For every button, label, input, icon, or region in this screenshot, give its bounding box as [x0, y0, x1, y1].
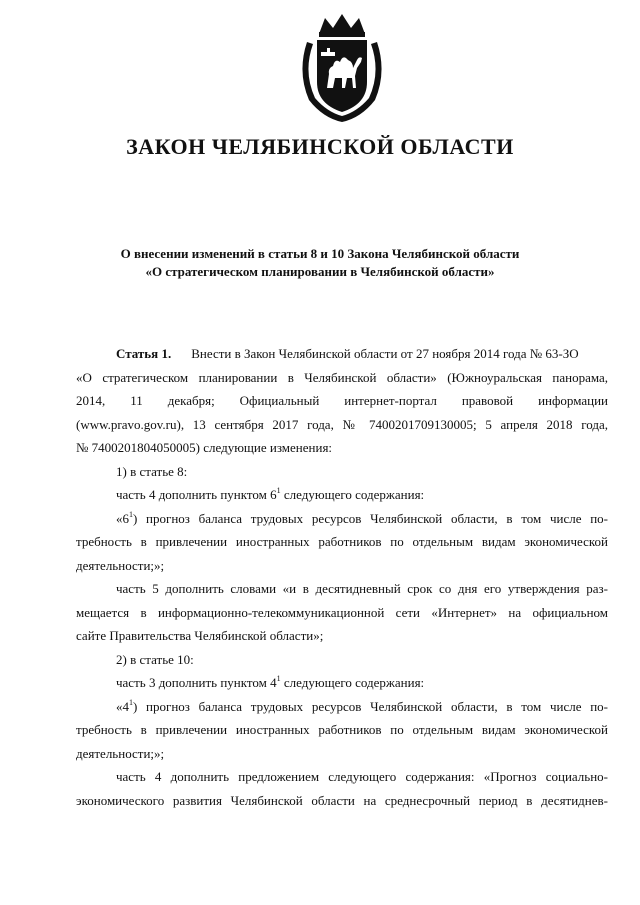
- paragraph-line: часть 5 дополнить словами «и в десятидневный срок со дня его утверждения раз-: [116, 581, 608, 596]
- text-fragment: ) прогноз баланса трудовых ресурсов Челябинской области, в том числе по-: [133, 510, 608, 526]
- superscript: 1: [129, 509, 133, 519]
- law-body: [76, 342, 608, 812]
- paragraph-line: «О стратегическом планировании в Челябинской области» (Южноуральская панорама,: [76, 369, 608, 385]
- paragraph-line: требность в привлечении иностранных работников по отдельным видам экономической: [76, 534, 608, 549]
- paragraph-line: Внести в Закон Челябинской области от 27 ноября 2014 года № 63-ЗО: [191, 346, 579, 361]
- text-fragment: ) прогноз баланса трудовых ресурсов Челябинской области, в том числе по-: [133, 698, 608, 714]
- paragraph-line: [103, 671, 608, 695]
- paragraph-line: 2014, 11 декабря; Официальный интернет-портал правовой информации: [76, 393, 608, 408]
- text-fragment: «4: [116, 698, 129, 714]
- paragraph-line: мещается в информационно-телекоммуникационной сети «Интернет» на официальном: [76, 604, 608, 620]
- list-item-2: 2) в статье 10:: [116, 651, 194, 667]
- text-fragment: следующего содержания:: [283, 487, 425, 502]
- paragraph-line: требность в привлечении иностранных работников по отдельным видам экономической: [76, 722, 608, 737]
- subtitle-line-1: О внесении изменений в статьи 8 и 10 Закона Челябинской области: [120, 246, 520, 261]
- article-label: Статья 1.: [116, 346, 172, 361]
- coat-of-arms-emblem: [295, 12, 389, 124]
- paragraph-line: экономического развития Челябинской области на среднесрочный период в десятиднев-: [76, 792, 608, 808]
- list-item-1: 1) в статье 8:: [116, 463, 188, 479]
- subtitle-line-2: «О стратегическом планировании в Челябинской области»: [145, 264, 495, 279]
- paragraph-line: [103, 695, 608, 719]
- paragraph-line: деятельности;»;: [76, 745, 165, 761]
- law-title: ЗАКОН ЧЕЛЯБИНСКОЙ ОБЛАСТИ: [126, 134, 514, 159]
- paragraph-line: [103, 507, 608, 531]
- paragraph-line: [103, 483, 608, 507]
- paragraph-line: сайте Правительства Челябинской области»;: [76, 628, 324, 643]
- article-first-line: [103, 342, 608, 366]
- paragraph-line: № 7400201804050005) следующие изменения:: [76, 440, 333, 455]
- superscript: 1: [276, 486, 281, 495]
- text-fragment: часть 4 дополнить пунктом 6: [116, 487, 277, 502]
- superscript: 1: [129, 697, 133, 707]
- paragraph-line: (www.pravo.gov.ru), 13 сентября 2017 года, № 7400201709130005; 5 апреля 2018 года,: [76, 416, 608, 432]
- paragraph-line: деятельности;»;: [76, 557, 165, 573]
- text-fragment: следующего содержания:: [283, 675, 425, 690]
- text-fragment: «6: [116, 510, 129, 526]
- text-fragment: часть 3 дополнить пунктом 4: [116, 675, 277, 690]
- law-subtitle: [60, 245, 580, 281]
- superscript: 1: [276, 674, 281, 683]
- paragraph-line: часть 4 дополнить предложением следующего содержания: «Прогноз социально-: [116, 769, 608, 784]
